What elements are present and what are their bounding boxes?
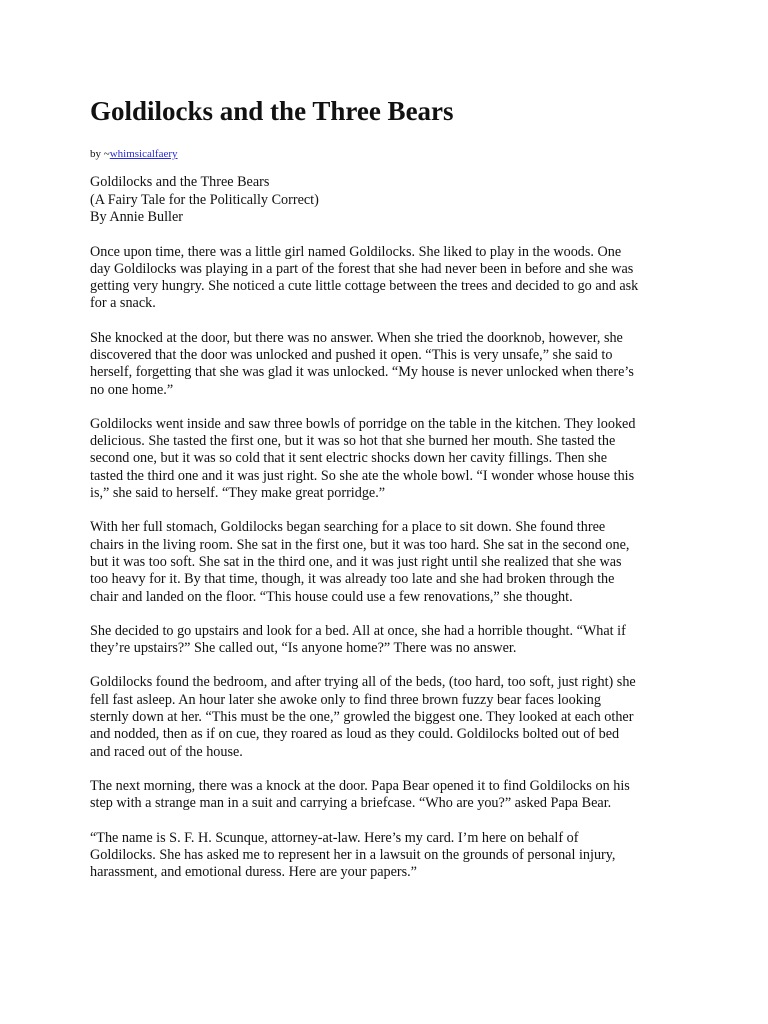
text-line: and raced out of the house. (90, 743, 243, 760)
text-line: She decided to go upstairs and look for a bed. All at once, she had a horrible thought. “What if (90, 622, 626, 639)
document-page (90, 92, 690, 881)
text-line: and nodded, then as if on cue, they roared as loud as they could. Goldilocks bolted out of bed (90, 726, 620, 743)
text-line: discovered that the door was unlocked and pushed it open. “This is very unsafe,” she said to (90, 346, 613, 363)
paragraph-6 (90, 674, 690, 760)
byline-prefix: by ~ (90, 148, 110, 160)
text-line: Once upon time, there was a little girl named Goldilocks. She liked to play in the woods. One (90, 243, 622, 260)
text-line: second one, but it was so cold that it sent electric shocks down her cavity fillings. Then she (90, 450, 608, 467)
text-line: delicious. She tasted the first one, but it was so hot that she burned her mouth. She tasted the (90, 433, 616, 450)
text-line: “The name is S. F. H. Scunque, attorney-at-law. Here’s my card. I’m here on behalf of (90, 829, 579, 846)
text-line: chairs in the living room. She sat in the first one, but it was too hard. She sat in the second one, (90, 536, 630, 553)
text-line: herself, forgetting that she was glad it was unlocked. “My house is never unlocked when there’s (90, 364, 634, 381)
author-link[interactable]: whimsicalfaery (109, 148, 178, 160)
text-line: is,” she said to herself. “They make great porridge.” (90, 485, 386, 502)
paragraph-7 (90, 778, 690, 813)
paragraph-2 (90, 330, 690, 399)
paragraph-5 (90, 623, 690, 658)
text-line: chair and landed on the floor. “This house could use a few renovations,” she thought. (90, 588, 573, 605)
byline (90, 147, 690, 161)
story-heading-author: By Annie Buller (90, 209, 184, 225)
text-line: tasted the third one and it was just right. So she ate the whole bowl. “I wonder whose house this (90, 467, 635, 484)
document-title: Goldilocks and the Three Bears (90, 96, 454, 126)
text-line: too heavy for it. By that time, though, it was already too late and she had broken through the (90, 571, 615, 588)
paragraph-8 (90, 830, 690, 882)
text-line: Goldilocks found the bedroom, and after trying all of the beds, (too hard, too soft, just right) she (90, 674, 636, 691)
text-line: She knocked at the door, but there was no answer. When she tried the doorknob, however, she (90, 329, 623, 346)
text-line: fell fast asleep. An hour later she awoke only to find three brown fuzzy bear faces looking (90, 691, 601, 708)
story-heading-subtitle: (A Fairy Tale for the Politically Correct) (90, 191, 319, 208)
text-line: sternly down at her. “This must be the one,” growled the biggest one. They looked at each other (90, 709, 634, 726)
paragraph-1 (90, 244, 690, 313)
text-line: day Goldilocks was playing in a part of the forest that she had never been in before and she was (90, 260, 634, 277)
story-heading (90, 174, 690, 227)
text-line: no one home.” (90, 381, 174, 398)
text-line: but it was too soft. She sat in the third one, and it was just right until she realized that she was (90, 553, 622, 570)
text-line: The next morning, there was a knock at the door. Papa Bear opened it to find Goldilocks on his (90, 777, 630, 794)
text-line: step with a strange man in a suit and carrying a briefcase. “Who are you?” asked Papa Bear. (90, 795, 612, 812)
paragraph-4 (90, 519, 690, 605)
text-line: Goldilocks went inside and saw three bowls of porridge on the table in the kitchen. They looked (90, 415, 636, 432)
story-heading-title: Goldilocks and the Three Bears (90, 174, 270, 190)
text-line: harassment, and emotional duress. Here are your papers.” (90, 864, 417, 881)
text-line: With her full stomach, Goldilocks began searching for a place to sit down. She found three (90, 519, 606, 536)
paragraph-3 (90, 416, 690, 502)
text-line: Goldilocks. She has asked me to represent her in a lawsuit on the grounds of personal injury, (90, 846, 616, 863)
text-line: for a snack. (90, 295, 156, 312)
text-line: getting very hungry. She noticed a cute little cottage between the trees and decided to go and ask (90, 278, 639, 295)
text-line: they’re upstairs?” She called out, “Is anyone home?” There was no answer. (90, 640, 517, 657)
